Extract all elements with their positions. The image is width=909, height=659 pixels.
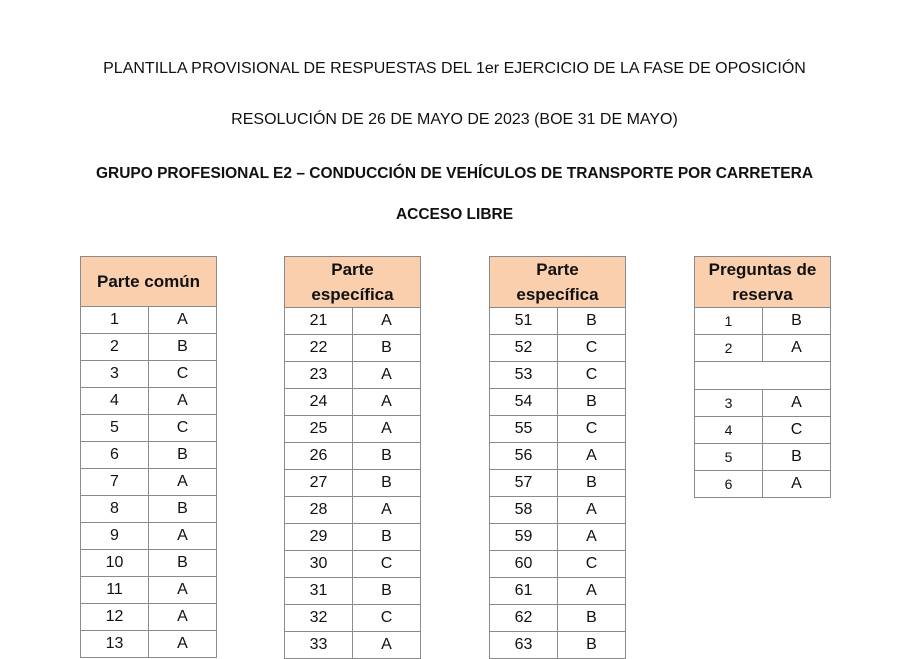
question-number: 5	[695, 444, 763, 471]
question-number: 8	[81, 496, 149, 523]
question-number: 9	[81, 523, 149, 550]
table-row	[490, 605, 626, 632]
answer-letter: B	[763, 308, 831, 335]
table-row	[285, 443, 421, 470]
answers-table-reserve	[694, 256, 831, 498]
question-number: 4	[81, 388, 149, 415]
question-number: 13	[81, 631, 149, 658]
answer-letter: A	[353, 632, 421, 659]
table-row	[81, 307, 217, 334]
table-row	[285, 524, 421, 551]
question-number: 2	[81, 334, 149, 361]
question-number: 23	[285, 362, 353, 389]
question-number: 29	[285, 524, 353, 551]
question-number: 32	[285, 605, 353, 632]
table-row	[285, 497, 421, 524]
table-row	[490, 524, 626, 551]
answer-letter: C	[558, 362, 626, 389]
question-number: 53	[490, 362, 558, 389]
answer-letter: B	[558, 632, 626, 659]
question-number: 33	[285, 632, 353, 659]
table-row	[695, 417, 831, 444]
table-row	[81, 631, 217, 658]
answer-letter: B	[149, 550, 217, 577]
table-header: Parte específica	[285, 257, 421, 308]
table-row	[285, 416, 421, 443]
question-number: 12	[81, 604, 149, 631]
answer-letter: A	[353, 362, 421, 389]
table-row	[285, 335, 421, 362]
answers-table-specific-1	[284, 256, 421, 659]
table-header: Preguntas de reserva	[695, 257, 831, 308]
table-row	[695, 444, 831, 471]
answer-letter: B	[149, 442, 217, 469]
question-number: 6	[81, 442, 149, 469]
answer-letter: A	[558, 443, 626, 470]
answer-letter: A	[353, 497, 421, 524]
question-number: 30	[285, 551, 353, 578]
answers-table-specific-2	[489, 256, 626, 659]
answer-letter: B	[763, 444, 831, 471]
access-type: ACCESO LIBRE	[395, 206, 514, 223]
question-number: 25	[285, 416, 353, 443]
answer-letter: B	[558, 308, 626, 335]
table-row	[285, 389, 421, 416]
answer-letter: A	[149, 604, 217, 631]
answer-letter: B	[558, 470, 626, 497]
table-row	[81, 496, 217, 523]
resolution-line: RESOLUCIÓN DE 26 DE MAYO DE 2023 (BOE 31 DE MAYO)	[231, 111, 678, 128]
table-row	[285, 308, 421, 335]
answer-letter: A	[353, 389, 421, 416]
table-row	[81, 442, 217, 469]
table-row	[490, 335, 626, 362]
answer-letter: A	[763, 471, 831, 498]
answer-letter: C	[149, 415, 217, 442]
answer-letter: A	[149, 307, 217, 334]
table-row	[490, 416, 626, 443]
answer-letter: A	[149, 469, 217, 496]
question-number: 5	[81, 415, 149, 442]
answer-letter: C	[558, 335, 626, 362]
table-row	[81, 577, 217, 604]
answer-letter: A	[353, 416, 421, 443]
answer-letter: B	[353, 443, 421, 470]
question-number: 60	[490, 551, 558, 578]
table-row	[285, 605, 421, 632]
answer-letter: B	[353, 470, 421, 497]
table-row	[81, 415, 217, 442]
answer-letter: B	[353, 578, 421, 605]
answer-letter: A	[149, 388, 217, 415]
table-row	[285, 362, 421, 389]
question-number: 56	[490, 443, 558, 470]
table-row	[490, 578, 626, 605]
question-number: 61	[490, 578, 558, 605]
answer-letter: B	[558, 605, 626, 632]
question-number: 26	[285, 443, 353, 470]
table-row	[490, 497, 626, 524]
question-number: 22	[285, 335, 353, 362]
answer-letter: A	[558, 524, 626, 551]
question-number: 63	[490, 632, 558, 659]
table-row	[490, 308, 626, 335]
table-row	[490, 362, 626, 389]
question-number: 3	[695, 390, 763, 417]
question-number: 27	[285, 470, 353, 497]
answer-letter: C	[149, 361, 217, 388]
table-row	[285, 551, 421, 578]
table-row	[695, 308, 831, 335]
question-number: 1	[81, 307, 149, 334]
question-number: 24	[285, 389, 353, 416]
table-row	[695, 362, 831, 390]
table-header: Parte común	[81, 257, 217, 307]
question-number: 28	[285, 497, 353, 524]
question-number: 6	[695, 471, 763, 498]
question-number: 3	[81, 361, 149, 388]
document-title: PLANTILLA PROVISIONAL DE RESPUESTAS DEL 1er EJERCICIO DE LA FASE DE OPOSICIÓN	[103, 60, 806, 77]
answer-letter: C	[558, 551, 626, 578]
table-row	[490, 443, 626, 470]
blank-separator-row	[695, 362, 831, 390]
question-number: 59	[490, 524, 558, 551]
question-number: 62	[490, 605, 558, 632]
answer-letter: B	[149, 334, 217, 361]
table-row	[695, 390, 831, 417]
table-row	[81, 604, 217, 631]
table-row	[490, 632, 626, 659]
table-header: Parte específica	[490, 257, 626, 308]
table-row	[285, 578, 421, 605]
answer-letter: A	[763, 390, 831, 417]
question-number: 4	[695, 417, 763, 444]
table-row	[81, 388, 217, 415]
question-number: 51	[490, 308, 558, 335]
professional-group: GRUPO PROFESIONAL E2 – CONDUCCIÓN DE VEHÍCULOS DE TRANSPORTE POR CARRETERA	[95, 165, 814, 182]
question-number: 2	[695, 335, 763, 362]
answer-letter: A	[763, 335, 831, 362]
table-row	[490, 551, 626, 578]
answer-letter: C	[353, 551, 421, 578]
question-number: 55	[490, 416, 558, 443]
question-number: 21	[285, 308, 353, 335]
table-row	[81, 334, 217, 361]
question-number: 7	[81, 469, 149, 496]
answer-letter: C	[763, 417, 831, 444]
table-row	[285, 632, 421, 659]
answer-letter: A	[149, 577, 217, 604]
answer-letter: A	[558, 497, 626, 524]
question-number: 57	[490, 470, 558, 497]
answer-letter: B	[149, 496, 217, 523]
table-row	[695, 471, 831, 498]
answer-letter: C	[353, 605, 421, 632]
table-row	[81, 550, 217, 577]
question-number: 54	[490, 389, 558, 416]
question-number: 10	[81, 550, 149, 577]
answer-letter: B	[558, 389, 626, 416]
question-number: 31	[285, 578, 353, 605]
question-number: 58	[490, 497, 558, 524]
table-row	[81, 523, 217, 550]
question-number: 52	[490, 335, 558, 362]
question-number: 1	[695, 308, 763, 335]
answer-letter: B	[353, 335, 421, 362]
answers-table-common	[80, 256, 217, 658]
table-row	[81, 469, 217, 496]
answer-letter: C	[558, 416, 626, 443]
table-row	[490, 470, 626, 497]
question-number: 11	[81, 577, 149, 604]
table-row	[490, 389, 626, 416]
answer-letter: A	[353, 308, 421, 335]
answer-letter: A	[558, 578, 626, 605]
table-row	[81, 361, 217, 388]
table-row	[285, 470, 421, 497]
answer-letter: A	[149, 523, 217, 550]
answer-letter: B	[353, 524, 421, 551]
table-row	[695, 335, 831, 362]
answer-letter: A	[149, 631, 217, 658]
